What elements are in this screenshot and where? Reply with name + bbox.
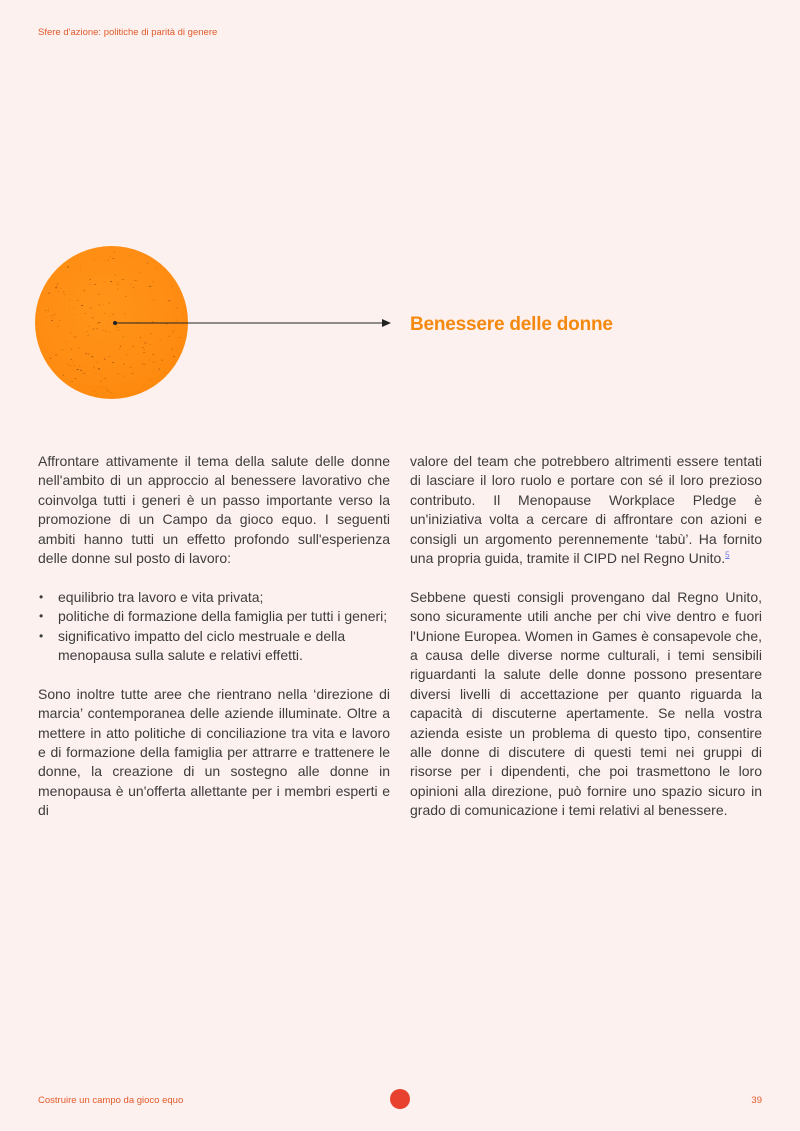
closing-paragraph: Sono inoltre tutte aree che rientrano nella ‘direzione di marcia’ contemporanea delle aziende illuminate. Oltre a mettere in atto politiche di conciliazione tra vita e lavoro e di formazione della famiglia per attrarre e trattenere le donne, la creazione di un sostegno alle donne in menopausa è un'offerta allettante per i membri esperti e di bbox=[38, 685, 390, 819]
bullet-icon: • bbox=[39, 609, 44, 624]
footer-circle-icon bbox=[390, 1089, 410, 1109]
pointer-arrow bbox=[112, 316, 392, 330]
intro-paragraph: Affrontare attivamente il tema della salute delle donne nell'ambito di un approccio al benessere lavorativo che coinvolga tutti i generi è un passo importante verso la promozione di un Campo da gioco equo. I seguenti ambiti hanno tutti un effetto profondo sull'esperienza delle donne sul posto di lavoro: bbox=[38, 453, 390, 567]
left-column bbox=[38, 452, 390, 821]
footnote-link[interactable]: 5 bbox=[725, 550, 730, 560]
bullet-icon: • bbox=[39, 628, 44, 643]
page-number: 39 bbox=[751, 1095, 762, 1106]
right-column bbox=[410, 452, 762, 821]
footer-publication-title: Costruire un campo da gioco equo bbox=[38, 1095, 184, 1106]
section-title: Benessere delle donne bbox=[410, 314, 613, 335]
running-header: Sfere d'azione: politiche di parità di genere bbox=[38, 27, 218, 38]
list-item: • equilibrio tra lavoro e vita privata; bbox=[38, 588, 390, 607]
continuation-paragraph: valore del team che potrebbero altrimenti essere tentati di lasciare il loro ruolo e portare con sé il loro prezioso contributo. Il Menopause Workplace Pledge è un'iniziativa volta a cercare di affrontare con azioni e consigli un argomento perennemente ‘tabù’. Ha fornito una propria guida, tramite il CIPD nel Regno Unito.$^5$ bbox=[410, 453, 762, 567]
bullet-list bbox=[38, 588, 390, 666]
list-item: • significativo impatto del ciclo mestruale e della menopausa sulla salute e relativi effetti. bbox=[39, 627, 346, 664]
bullet-icon: • bbox=[39, 589, 44, 604]
context-paragraph: Sebbene questi consigli provengano dal Regno Unito, sono sicuramente utili anche per chi vive dentro e fuori l'Unione Europea. Women in Games è consapevole che, a causa delle diverse norme culturali, i temi sensibili riguardanti la salute delle donne possono presentare diversi livelli di accettazione per quanto riguarda la capacità di discuterne apertamente. Se nella vostra azienda esiste un problema di questo tipo, consentire alle donne di discutere di questi temi nei gruppi di risorse per i dipendenti, che poi trasmettono le loro opinioni alla direzione, può fornire uno spazio sicuro in grado di comunicazione i temi relativi al benessere. bbox=[410, 588, 762, 819]
list-item: • politiche di formazione della famiglia per tutti i generi; bbox=[38, 607, 390, 626]
